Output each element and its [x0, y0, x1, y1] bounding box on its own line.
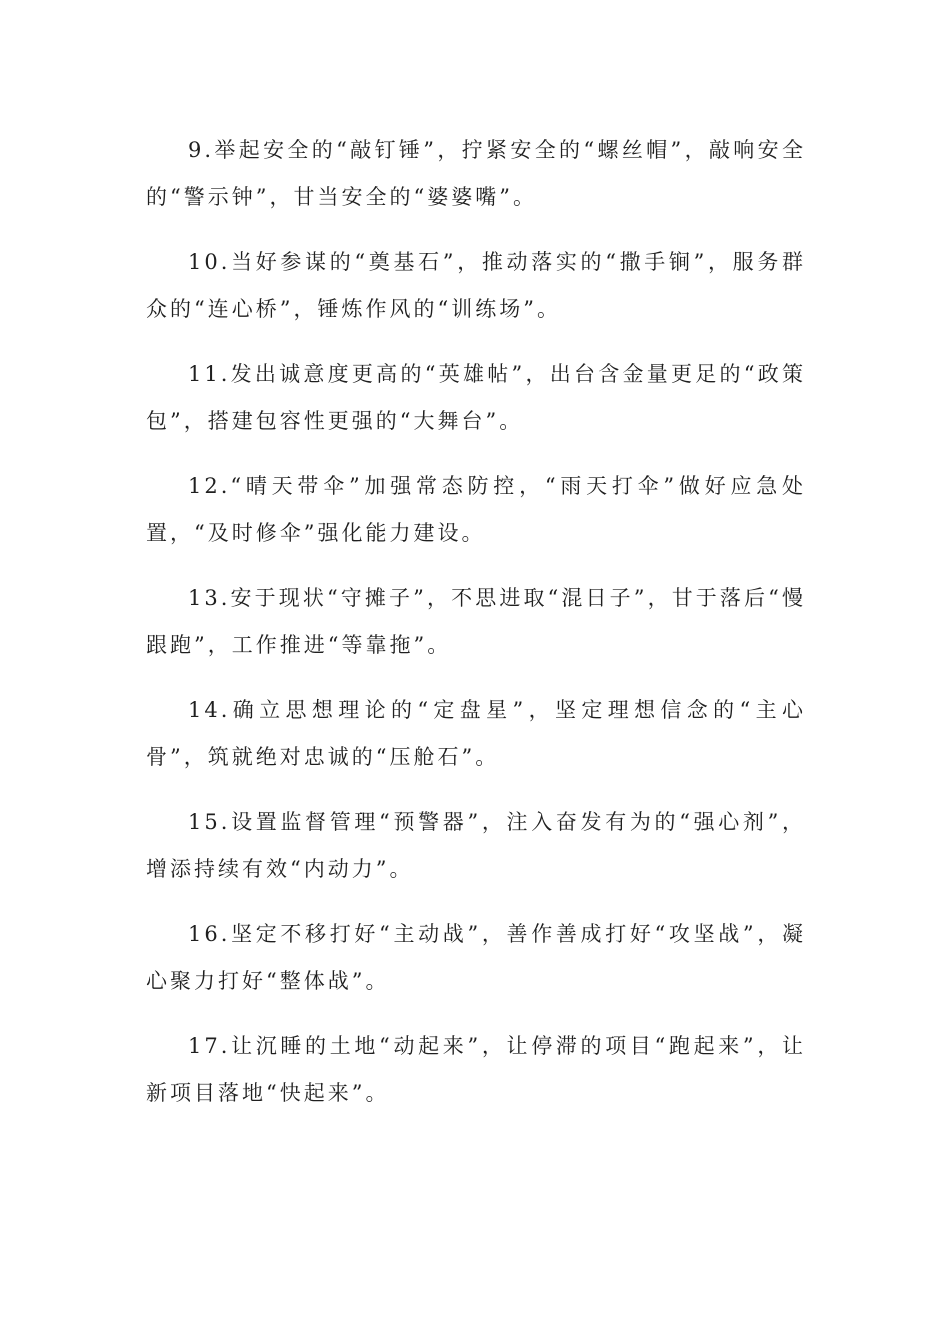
- paragraph-17: 17.让沉睡的土地“动起来”，让停滞的项目“跑起来”，让新项目落地“快起来”。: [146, 1034, 806, 1105]
- paragraph-9: 9.举起安全的“敲钉锤”，拧紧安全的“螺丝帽”，敲响安全的“警示钟”，甘当安全的“婆婆嘴”。: [146, 138, 806, 209]
- paragraph-16: 16.坚定不移打好“主动战”，善作善成打好“攻坚战”，凝心聚力打好“整体战”。: [146, 922, 806, 993]
- paragraph-10: 10.当好参谋的“奠基石”，推动落实的“撒手锏”，服务群众的“连心桥”，锤炼作风的“训练场”。: [146, 250, 806, 321]
- document-body: [146, 127, 806, 1135]
- paragraph-14: 14.确立思想理论的“定盘星”，坚定理想信念的“主心骨”，筑就绝对忠诚的“压舱石”。: [146, 698, 806, 769]
- paragraph-11: 11.发出诚意度更高的“英雄帖”，出台含金量更足的“政策包”，搭建包容性更强的“大舞台”。: [146, 362, 806, 433]
- paragraph-12: 12.“晴天带伞”加强常态防控，“雨天打伞”做好应急处置，“及时修伞”强化能力建设。: [146, 474, 806, 545]
- paragraph-13: 13.安于现状“守摊子”，不思进取“混日子”，甘于落后“慢跟跑”，工作推进“等靠拖”。: [146, 586, 806, 657]
- paragraph-15: 15.设置监督管理“预警器”，注入奋发有为的“强心剂”，增添持续有效“内动力”。: [146, 810, 806, 881]
